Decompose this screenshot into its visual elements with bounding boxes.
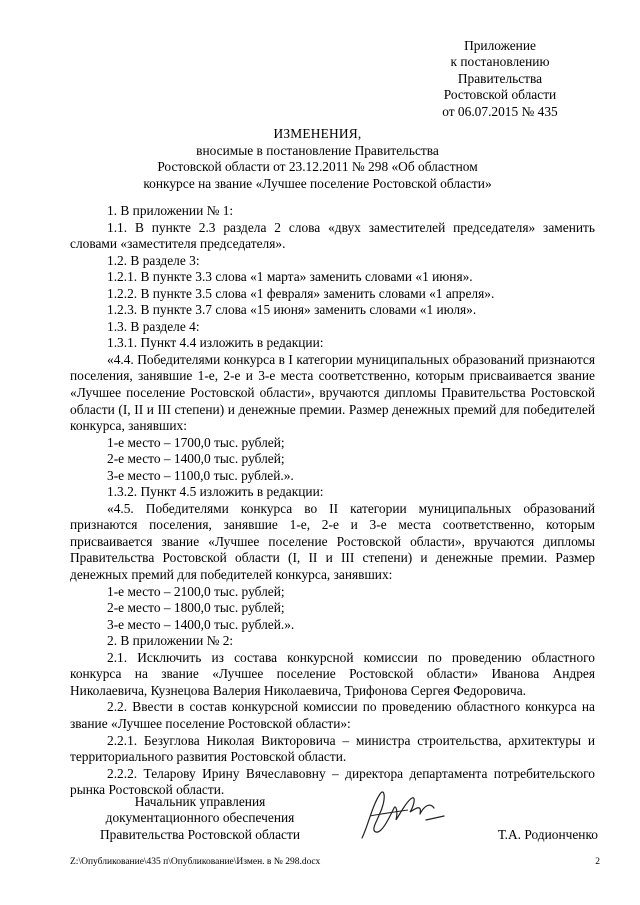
heading-line: вносимые в постановление Правительства [196, 142, 439, 158]
paragraph: 1.2.3. В пункте 3.7 слова «15 июня» заменить словами «1 июля». [107, 302, 477, 318]
paragraph: «4.4. Победителями конкурса в I категории муниципальных образований признаются поселения, занявшие 1-е, 2-е и 3-е места соответственно, которым присваивается звание «Лучшее поселение Ростовской области», вручаются дипломы Правительства Ростовской области (I, II и III степени) и денежные премии. Размер денежных премий для победителей конкурса, занявших: [70, 351, 595, 434]
annex-line: от 06.07.2015 № 435 [442, 103, 558, 119]
paragraph: 1.2.1. В пункте 3.3 слова «1 марта» заменить словами «1 июня». [107, 269, 473, 285]
paragraph: 1.3. В разделе 4: [107, 318, 200, 334]
signature-position-line: документационного обеспечения [105, 810, 295, 826]
annex-block [420, 38, 580, 120]
annex-line: к постановлению [450, 54, 550, 70]
paragraph: 2-е место – 1800,0 тыс. рублей; [107, 600, 285, 616]
paragraph: 1.3.1. Пункт 4.4 изложить в редакции: [107, 335, 324, 351]
file-path: Z:\Опубликование\435 п\Опубликование\Измен. в № 298.docx [70, 857, 321, 867]
paragraph: 3-е место – 1100,0 тыс. рублей.». [107, 467, 294, 483]
annex-line: Ростовской области [443, 87, 557, 103]
signature-position-line: Правительства Ростовской области [99, 826, 301, 842]
page-number: 2 [595, 857, 600, 867]
document-body [70, 203, 595, 799]
paragraph: 1.2. В разделе 3: [107, 252, 200, 268]
paragraph: 1-е место – 2100,0 тыс. рублей; [107, 583, 285, 599]
paragraph: 1.3.2. Пункт 4.5 изложить в редакции: [107, 484, 324, 500]
paragraph: 2.2. Ввести в состав конкурсной комиссии по проведению областного конкурса на звание «Лучшее поселение Ростовской области»: [70, 699, 595, 731]
paragraph: 2-е место – 1400,0 тыс. рублей; [107, 451, 285, 467]
annex-line: Приложение [464, 38, 536, 53]
paragraph: 1-е место – 1700,0 тыс. рублей; [107, 434, 285, 450]
heading-line: конкурсе на звание «Лучшее поселение Ростовской области» [143, 175, 492, 191]
signature-position-line: Начальник управления [134, 794, 266, 809]
paragraph: 2. В приложении № 2: [107, 633, 234, 649]
paragraph: «4.5. Победителями конкурса во II категории муниципальных образований признаются поселения, занявшие 1-е, 2-е и 3-е места соответственно, которым присваивается звание «Лучшее поселение Ростовской области», вручаются дипломы Правительства Ростовской области (I, II и III степени) и денежные премии. Размер денежных премий для победителей конкурса, занявших: [70, 500, 595, 583]
paragraph: 3-е место – 1400,0 тыс. рублей.». [107, 616, 295, 632]
document-heading [60, 126, 575, 192]
paragraph: 2.1. Исключить из состава конкурсной комиссии по проведению областного конкурса на звание «Лучшее поселение Ростовской области» Иванова Андрея Николаевича, Кузнецова Валерия Николаевича, Трифонова Сергея Федоровича. [70, 649, 595, 698]
signature-position [70, 794, 330, 843]
paragraph: 1.2.2. В пункте 3.5 слова «1 февраля» заменить словами «1 апреля». [107, 285, 495, 301]
handwritten-signature [350, 786, 450, 846]
paragraph: 2.2.2. Теларову Ирину Вячеславовну – директора департамента потребительского рынка Ростовской области. [70, 765, 595, 798]
heading-title: ИЗМЕНЕНИЯ, [273, 126, 362, 141]
heading-line: Ростовской области от 23.12.2011 № 298 «Об областном [157, 159, 478, 174]
paragraph: 1. В приложении № 1: [107, 203, 234, 218]
paragraph: 2.2.1. Безуглова Николая Викторовича – министра строительства, архитектуры и территориального развития Ростовской области. [70, 732, 595, 765]
signatory-name: Т.А. Родионченко [497, 827, 598, 842]
paragraph: 1.1. В пункте 2.3 раздела 2 слова «двух заместителей председателя» заменить словами «заместителя председателя». [70, 219, 595, 252]
annex-line: Правительства [457, 70, 543, 86]
